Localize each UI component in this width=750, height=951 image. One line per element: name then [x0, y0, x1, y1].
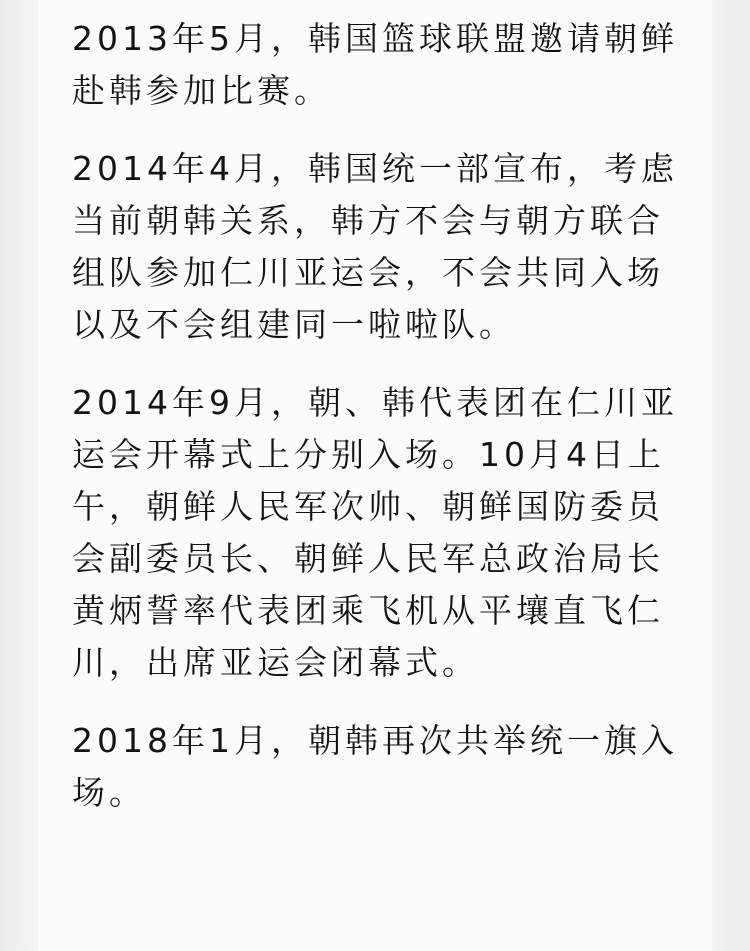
paragraph-2014-april: 2014年4月，韩国统一部宣布，考虑当前朝韩关系，韩方不会与朝方联合组队参加仁川亚运会，不会共同入场以及不会组建同一啦啦队。	[72, 149, 678, 344]
paragraph-2014-september: 2014年9月，朝、韩代表团在仁川亚运会开幕式上分别入场。10月4日上午，朝鲜人民军次帅、朝鲜国防委员会副委员长、朝鲜人民军总政治局长黄炳誓率代表团乘飞机从平壤直飞仁川，出席亚运会闭幕式。	[72, 383, 678, 682]
paragraph-2018-january: 2018年1月，朝韩再次共举统一旗入场。	[72, 721, 678, 812]
article-page	[38, 0, 712, 951]
paragraph-2013-may: 2013年5月，韩国篮球联盟邀请朝鲜赴韩参加比赛。	[72, 19, 678, 110]
left-margin-shade	[0, 0, 38, 951]
right-margin-shade	[712, 0, 750, 951]
article-body	[72, 13, 682, 845]
